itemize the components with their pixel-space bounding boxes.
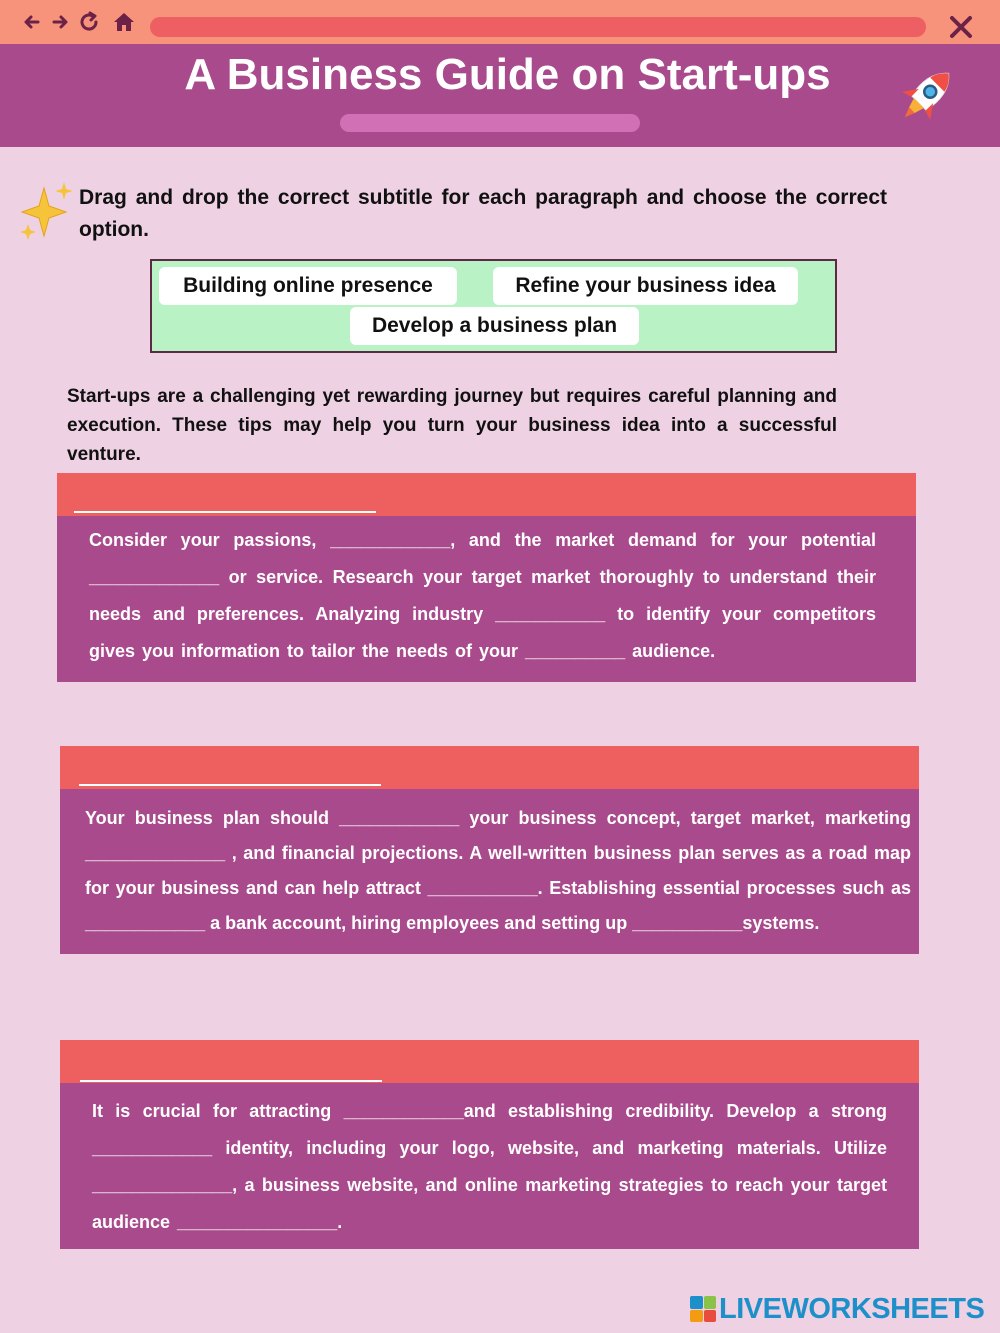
logo-mark-icon bbox=[690, 1296, 716, 1322]
text-run: to identify your competitors gives you information to tailor the needs of your bbox=[89, 604, 876, 661]
text-run: . Establishing essential processes such as bbox=[537, 878, 911, 898]
instruction-text: Drag and drop the correct subtitle for each paragraph and choose the correct option. bbox=[79, 186, 887, 241]
text-run: , and financial projections. A well-written business plan serves as a road map for your business and can help attract bbox=[85, 843, 911, 898]
blank-field[interactable]: ____________ bbox=[343, 1101, 464, 1121]
subtitle-option[interactable]: Develop a business plan bbox=[350, 307, 639, 345]
drop-line bbox=[79, 784, 381, 786]
page-title: A Business Guide on Start-ups bbox=[184, 50, 831, 99]
text-run: systems. bbox=[742, 913, 820, 933]
text-run: a bank account, hiring employees and setting up bbox=[205, 913, 633, 933]
text-run: Consider your passions, bbox=[89, 530, 331, 550]
text-run: identity, including your logo, website, and marketing materials. Utilize bbox=[212, 1138, 887, 1158]
text-run: and establishing credibility. Develop a strong bbox=[463, 1101, 887, 1121]
text-run: Your business plan should bbox=[85, 808, 340, 828]
subtitle-bank bbox=[150, 259, 837, 353]
drop-line bbox=[80, 1080, 382, 1082]
blank-field[interactable]: ____________ bbox=[92, 1138, 213, 1158]
blank-field[interactable]: ____________ bbox=[330, 530, 451, 550]
subtitle-drop-zone[interactable] bbox=[60, 1040, 919, 1083]
close-icon[interactable] bbox=[946, 12, 976, 42]
reload-icon[interactable] bbox=[77, 10, 101, 34]
blank-field[interactable]: ______________ bbox=[92, 1175, 233, 1195]
arrow-right-icon[interactable] bbox=[48, 10, 72, 34]
logo-text: LIVEWORKSHEETS bbox=[719, 1292, 985, 1325]
text-run: your business concept, target market, marketing bbox=[459, 808, 911, 828]
subtitle-drop-zone[interactable] bbox=[57, 473, 916, 516]
blank-field[interactable]: ___________ bbox=[632, 913, 743, 933]
blank-field[interactable]: ___________ bbox=[495, 604, 606, 624]
blank-field[interactable]: ____________ bbox=[85, 913, 206, 933]
rocket-icon bbox=[888, 60, 964, 132]
title-underline bbox=[340, 114, 640, 132]
text-run: It is crucial for attracting bbox=[92, 1101, 344, 1121]
section-paragraph bbox=[60, 1083, 919, 1249]
address-bar[interactable] bbox=[150, 17, 926, 37]
paragraph-text bbox=[89, 522, 876, 670]
text-run: or service. Research your target market thoroughly to understand their needs and preferences. Analyzing industry bbox=[89, 567, 876, 624]
liveworksheets-logo[interactable] bbox=[690, 1292, 990, 1326]
blank-field[interactable]: ____________ bbox=[339, 808, 460, 828]
drop-line bbox=[74, 511, 376, 513]
text-run: , a business website, and online marketing strategies to reach your target audience bbox=[92, 1175, 887, 1232]
section-paragraph bbox=[57, 516, 916, 682]
browser-toolbar bbox=[0, 0, 1000, 44]
home-icon[interactable] bbox=[112, 10, 136, 34]
arrow-left-icon[interactable] bbox=[20, 10, 44, 34]
blank-field[interactable]: _____________ bbox=[89, 567, 220, 587]
text-run: . bbox=[337, 1212, 343, 1232]
intro-paragraph: Start-ups are a challenging yet rewarding journey but requires careful planning and execution. These tips may help you turn your business idea into a successful venture. bbox=[67, 386, 837, 465]
blank-field[interactable]: ___________ bbox=[427, 878, 538, 898]
blank-field[interactable]: ________________ bbox=[177, 1212, 338, 1232]
subtitle-option[interactable]: Refine your business idea bbox=[493, 267, 798, 305]
subtitle-option[interactable]: Building online presence bbox=[159, 267, 457, 305]
paragraph-text bbox=[92, 1093, 887, 1241]
sparkles-icon bbox=[14, 180, 78, 244]
section-paragraph bbox=[60, 789, 919, 954]
text-run: audience. bbox=[625, 641, 716, 661]
blank-field[interactable]: __________ bbox=[525, 641, 626, 661]
subtitle-drop-zone[interactable] bbox=[60, 746, 919, 789]
paragraph-text bbox=[85, 801, 911, 941]
blank-field[interactable]: ______________ bbox=[85, 843, 226, 863]
text-run: , and the market demand for your potential bbox=[450, 530, 876, 550]
